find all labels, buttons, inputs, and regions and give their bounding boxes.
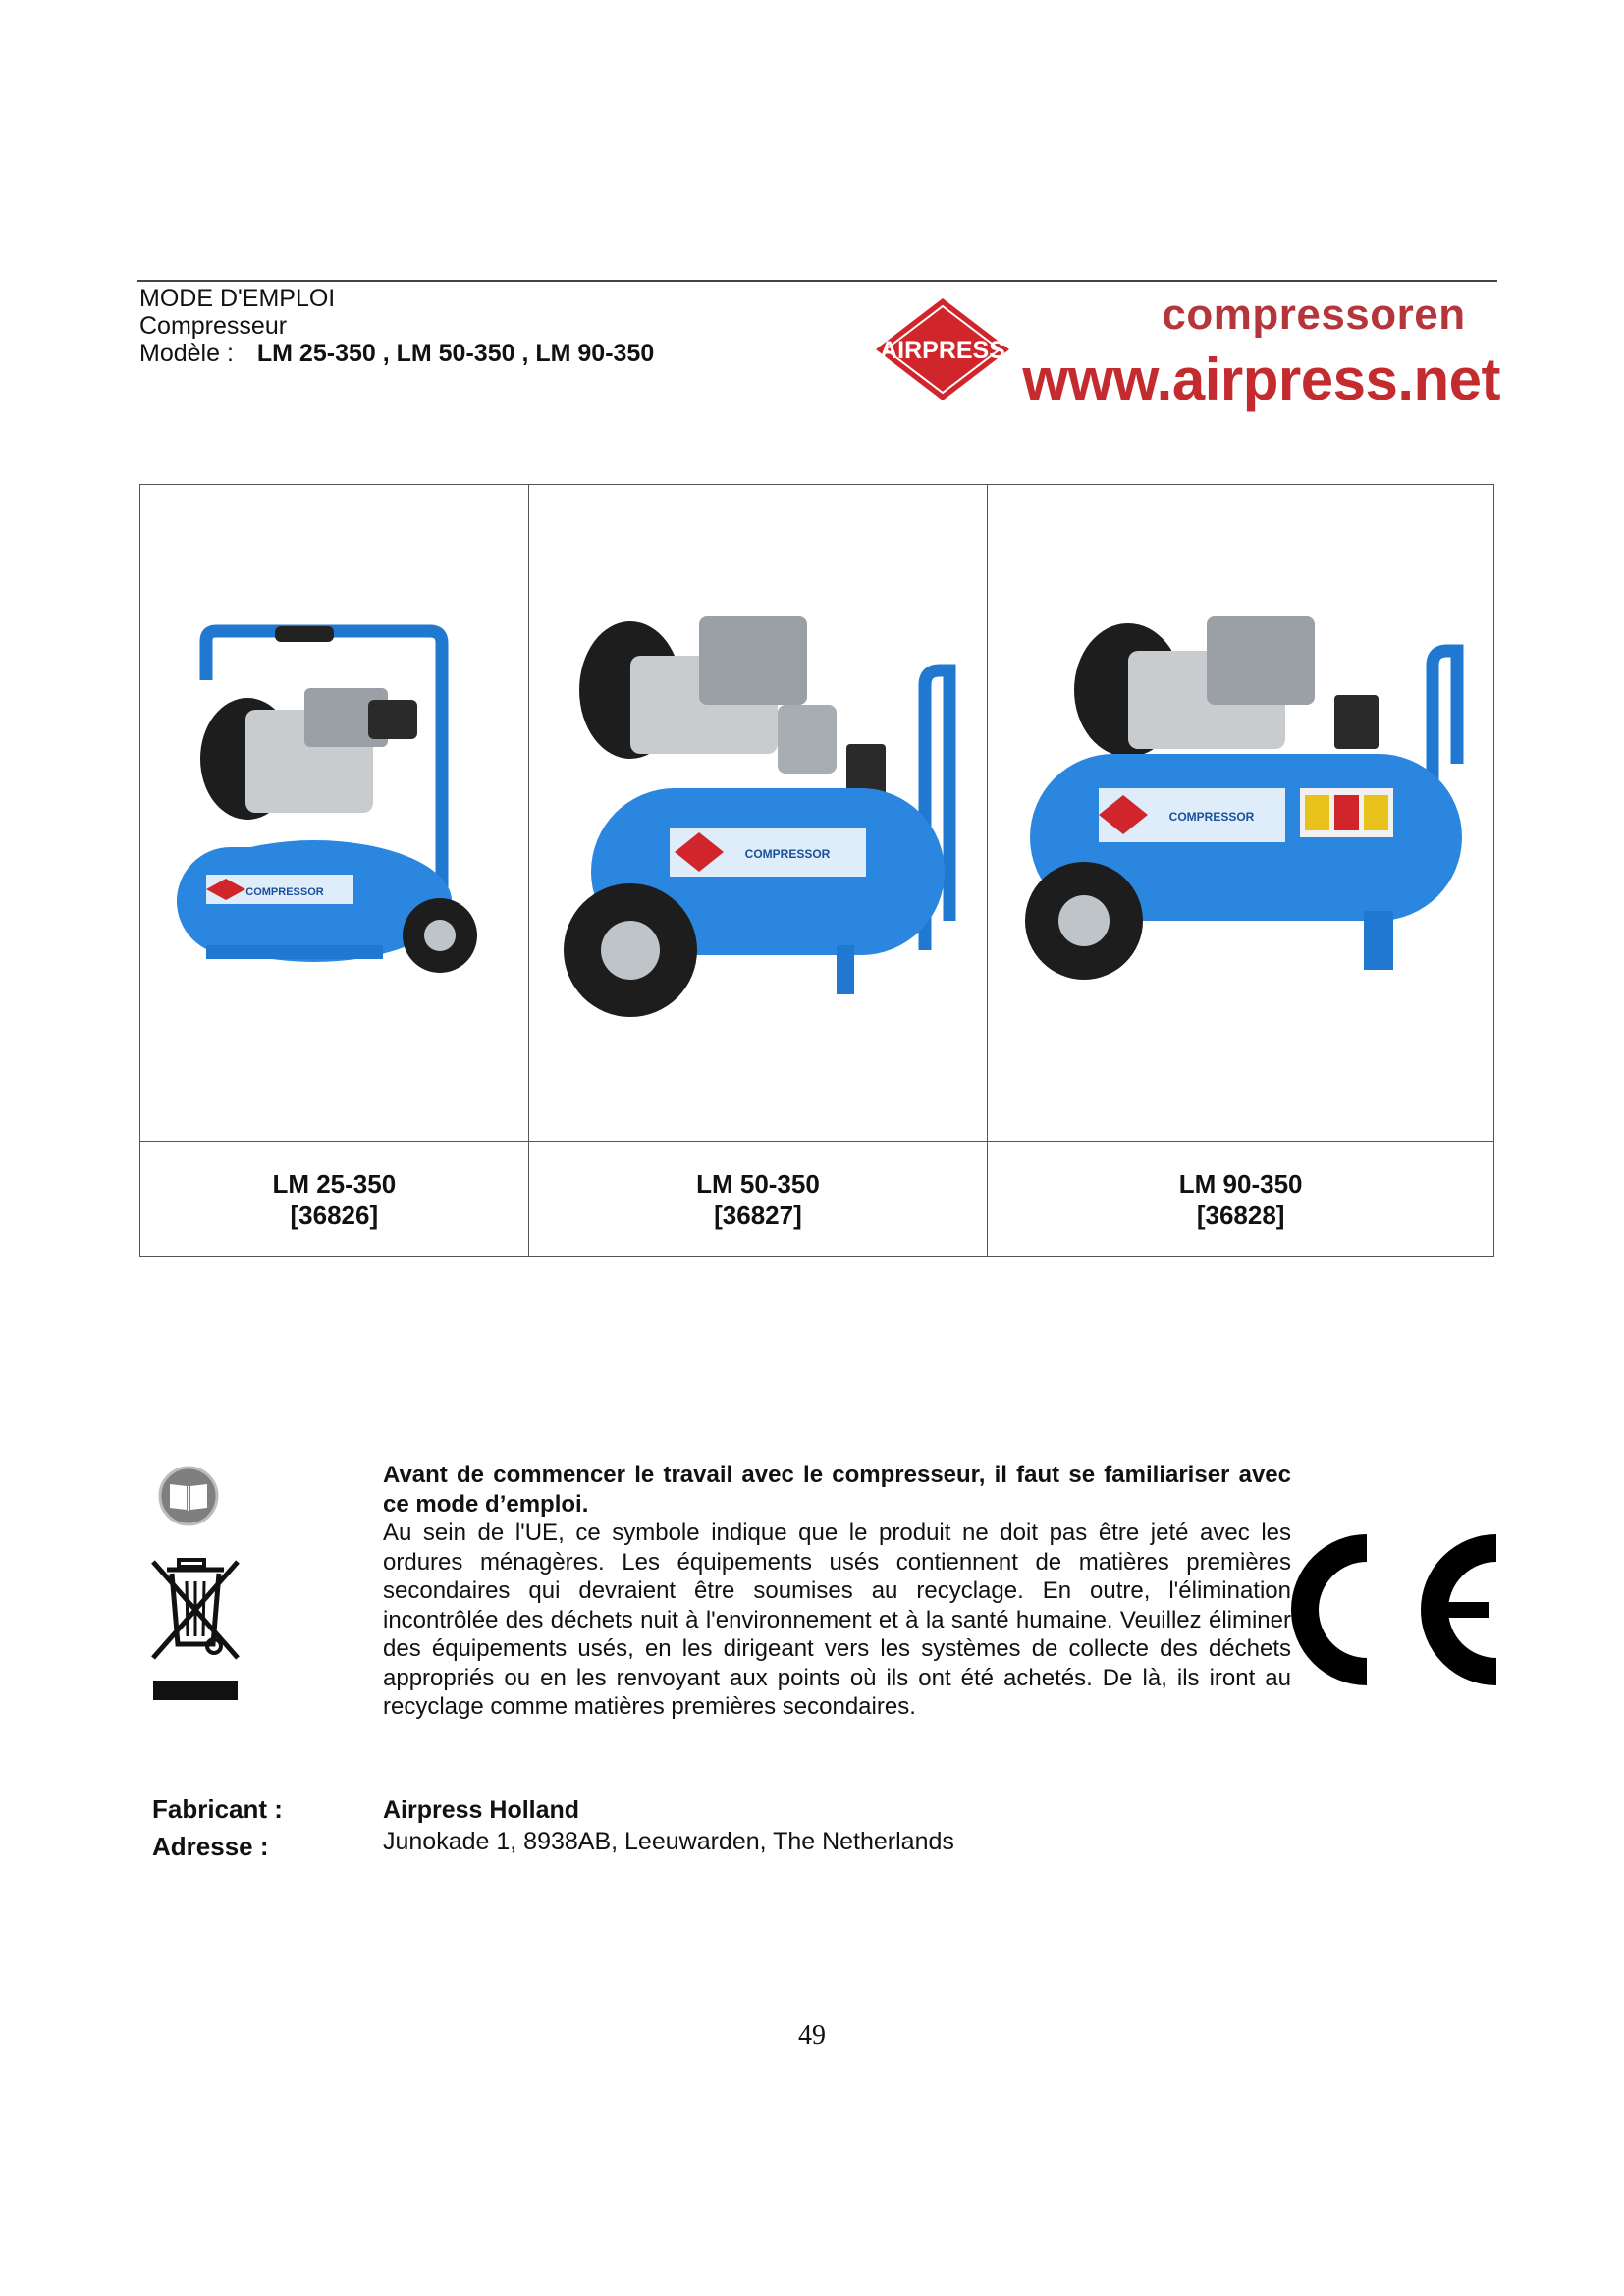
product-image-cell: [988, 485, 1494, 1142]
notice-body: Au sein de l'UE, ce symbole indique que le produit ne doit pas être jeté avec les ordures ménagères. Les équipements usés contiennent de matières premières secondaires qui devraient être soumises au recyclage. En outre, l'élimination incontrôlée des déchets nuit à l'environnement et à la santé humaine. Veuillez éliminer des équipements usés, en les dirigeant vers les systèmes de collecte des déchets appropriés ou en les renvoyant aux points où ils ont été achetés. De là, ils iront au recyclage comme matières premières secondaires.: [383, 1520, 1291, 1720]
manufacturer-name: Airpress Holland: [383, 1796, 580, 1824]
product-model: LM 25-350: [272, 1168, 397, 1199]
model-label: Modèle :: [139, 340, 234, 367]
product-image-cell: [528, 485, 988, 1142]
airpress-diamond-icon: [874, 296, 1011, 402]
product-label-cell: [528, 1142, 988, 1257]
ce-mark-icon: [1288, 1531, 1504, 1688]
header-rule: [137, 280, 1497, 282]
manufacturer-address: Junokade 1, 8938AB, Leeuwarden, The Netherlands: [383, 1828, 954, 1855]
manufacturer-label: Fabricant :: [152, 1794, 283, 1824]
product-code: [36826]: [290, 1200, 379, 1230]
brand-tagline: compressoren: [1162, 291, 1466, 339]
doc-subtitle: Compresseur: [139, 312, 288, 340]
tank-label: COMPRESSOR: [1168, 810, 1254, 824]
product-table: [139, 484, 1494, 1257]
logo-word: AIRPRESS: [880, 337, 1005, 364]
tank-label: COMPRESSOR: [245, 886, 325, 898]
model-values: LM 25-350 , LM 50-350 , LM 90-350: [256, 340, 655, 367]
product-code: [36828]: [1196, 1200, 1285, 1230]
manufacturer-values: [383, 1794, 954, 1857]
product-model: LM 50-350: [696, 1168, 820, 1199]
read-manual-icon: [157, 1465, 220, 1527]
product-code: [36827]: [714, 1200, 802, 1230]
document-header: [139, 285, 654, 367]
product-model: LM 90-350: [1178, 1168, 1303, 1199]
page-number: 49: [798, 2020, 826, 2051]
crossed-bin-icon: [147, 1556, 244, 1664]
tank-label: COMPRESSOR: [744, 847, 831, 861]
notice-text: [383, 1461, 1291, 1722]
model-line: [139, 340, 654, 367]
doc-title: MODE D'EMPLOI: [139, 285, 336, 312]
address-label: Adresse :: [152, 1832, 269, 1861]
product-label-cell: [140, 1142, 529, 1257]
product-label-cell: [988, 1142, 1494, 1257]
notice-intro: Avant de commencer le travail avec le compresseur, il faut se familiariser avec ce mode d’emploi.: [383, 1462, 1291, 1518]
manufacturer-labels: [152, 1790, 283, 1865]
airpress-logo: [874, 291, 1502, 418]
brand-url: www.airpress.net: [1022, 347, 1500, 412]
product-image-cell: [140, 485, 529, 1142]
compressor-large-icon: [1010, 607, 1472, 1019]
compressor-medium-icon: [552, 597, 964, 1029]
weee-bar-icon: [153, 1681, 238, 1700]
compressor-small-icon: [167, 621, 501, 1004]
